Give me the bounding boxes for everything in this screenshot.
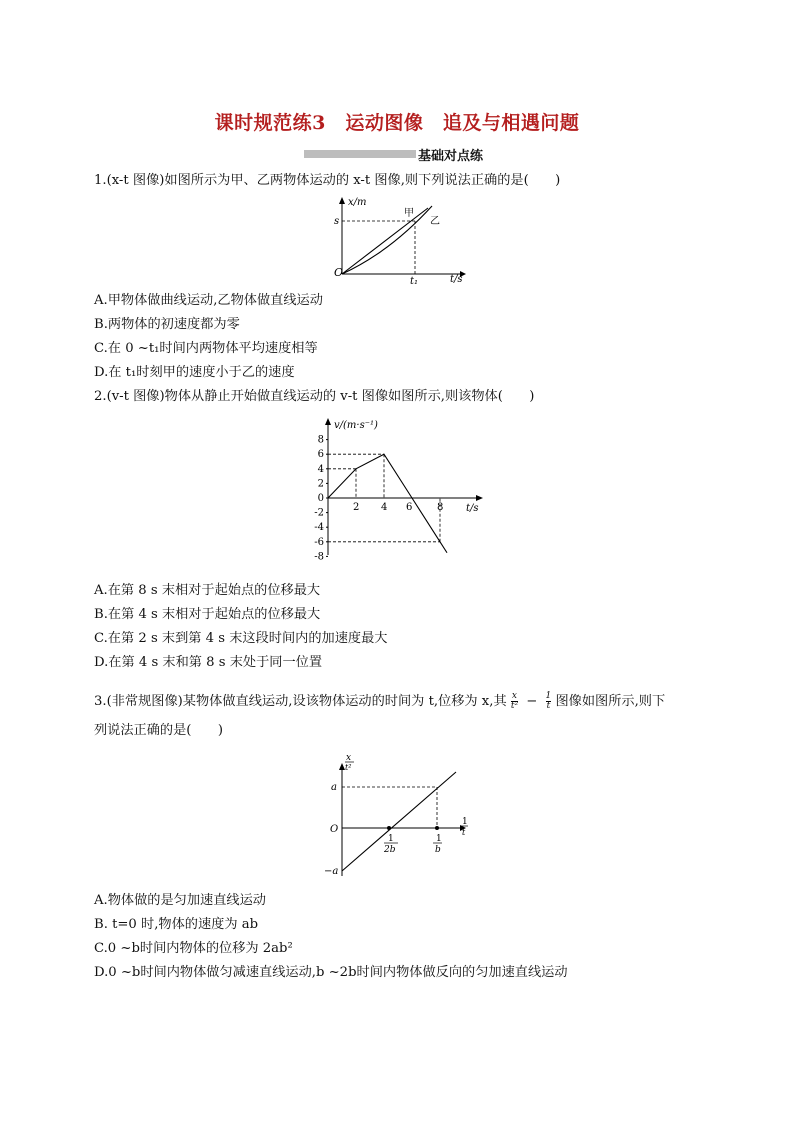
q2-y-tick-5: -2 bbox=[314, 507, 324, 519]
section-bar bbox=[304, 150, 416, 158]
q1-label-jia: 甲 bbox=[404, 208, 414, 219]
q1-option-a: A.甲物体做曲线运动,乙物体做直线运动 bbox=[94, 293, 323, 308]
q3-option-c: C.0 ~b时间内物体的位移为 2ab² bbox=[94, 941, 293, 956]
q2-y-tick-0: 8 bbox=[317, 434, 324, 446]
q3-y-neg: −a bbox=[324, 866, 339, 877]
q3-x-label-den: t bbox=[462, 828, 466, 837]
q2-x-arrow bbox=[476, 495, 483, 501]
q2-option-a: A.在第 8 s 末相对于起始点的位移最大 bbox=[94, 583, 321, 598]
q2-x-tick-2: 6 bbox=[406, 502, 413, 513]
q3-graph bbox=[320, 752, 480, 880]
q2-y-tick-3: 2 bbox=[317, 478, 324, 490]
q2-x-tick-0: 2 bbox=[353, 502, 360, 513]
q3-x1-num: 1 bbox=[388, 834, 394, 844]
q3-y-pos: a bbox=[331, 782, 337, 793]
question-3-stem bbox=[94, 692, 665, 711]
q3-option-a: A.物体做的是匀加速直线运动 bbox=[94, 893, 266, 908]
section-label: 基础对点练 bbox=[418, 149, 484, 164]
q2-y-tick-1: 6 bbox=[317, 449, 324, 461]
q3-frac-1-t: $\frac{1}{t}$ bbox=[545, 691, 552, 711]
q2-tick-labels bbox=[314, 435, 443, 560]
q1-y-arrow bbox=[339, 197, 345, 204]
q2-y-tick-8: -8 bbox=[314, 551, 324, 560]
q2-y-tick-4: 0 bbox=[317, 493, 324, 504]
q1-option-d: D.在 t₁时刻甲的速度小于乙的速度 bbox=[94, 365, 295, 380]
q2-y-arrow bbox=[325, 418, 331, 425]
q3-stem-part-b: 图像如图所示,则下 bbox=[555, 694, 666, 709]
q3-origin: O bbox=[330, 824, 339, 835]
q3-x-label-num: 1 bbox=[462, 817, 468, 827]
q2-x-tick-3: 8 bbox=[437, 502, 444, 513]
q3-x1-den: 2b bbox=[384, 845, 396, 855]
q2-y-tick-6: -4 bbox=[314, 522, 324, 534]
q1-option-c: C.在 0 ~t₁时间内两物体平均速度相等 bbox=[94, 341, 318, 356]
q3-stem-part-c: 列说法正确的是( ) bbox=[94, 723, 223, 738]
q1-x-mark: t₁ bbox=[410, 276, 419, 286]
question-1-stem: 1.(x-t 图像)如图所示为甲、乙两物体运动的 x-t 图像,则下列说法正确的是( ) bbox=[94, 173, 561, 188]
q1-y-mark: s bbox=[334, 216, 340, 227]
q1-y-label: x/m bbox=[348, 197, 367, 208]
q1-xt-graph bbox=[330, 194, 470, 286]
q1-origin: O bbox=[334, 266, 344, 279]
q1-option-b: B.两物体的初速度都为零 bbox=[94, 317, 240, 332]
q2-vt-graph bbox=[300, 415, 490, 560]
q3-stem-part-a: 3.(非常规图像)某物体做直线运动,设该物体运动的时间为 t,位移为 x,其 bbox=[94, 694, 507, 709]
q3-y-label-den: t² bbox=[345, 763, 352, 772]
q1-x-label: t/s bbox=[450, 274, 463, 285]
q2-option-d: D.在第 4 s 末和第 8 s 末处于同一位置 bbox=[94, 655, 323, 670]
q2-y-tick-7: -6 bbox=[314, 536, 324, 548]
q3-option-b: B. t=0 时,物体的速度为 ab bbox=[94, 917, 259, 932]
page-title: 课时规范练3 运动图像 追及与相遇问题 bbox=[214, 112, 580, 134]
q3-dash: − bbox=[526, 694, 538, 709]
q3-x2-den: b bbox=[435, 845, 441, 855]
q2-x-label: t/s bbox=[466, 503, 479, 514]
q3-y-label-num: x bbox=[346, 753, 352, 763]
q2-y-label: v/(m·s⁻¹) bbox=[334, 420, 378, 431]
question-2-stem: 2.(v-t 图像)物体从静止开始做直线运动的 v-t 图像如图所示,则该物体( ) bbox=[94, 389, 535, 404]
q3-point-b bbox=[435, 826, 439, 830]
q2-x-tick-1: 4 bbox=[381, 502, 388, 513]
q3-point-half bbox=[387, 826, 391, 830]
q3-option-d: D.0 ~b时间内物体做匀减速直线运动,b ~2b时间内物体做反向的匀加速直线运动 bbox=[94, 965, 568, 980]
q2-y-tick-2: 4 bbox=[317, 463, 324, 475]
q2-option-c: C.在第 2 s 末到第 4 s 末这段时间内的加速度最大 bbox=[94, 631, 388, 646]
q1-label-yi: 乙 bbox=[430, 216, 440, 227]
q2-option-b: B.在第 4 s 末相对于起始点的位移最大 bbox=[94, 607, 321, 622]
q3-frac-x-t2: $\frac{x}{\text{t²}}$ bbox=[510, 691, 519, 711]
q3-x2-num: 1 bbox=[436, 834, 442, 844]
